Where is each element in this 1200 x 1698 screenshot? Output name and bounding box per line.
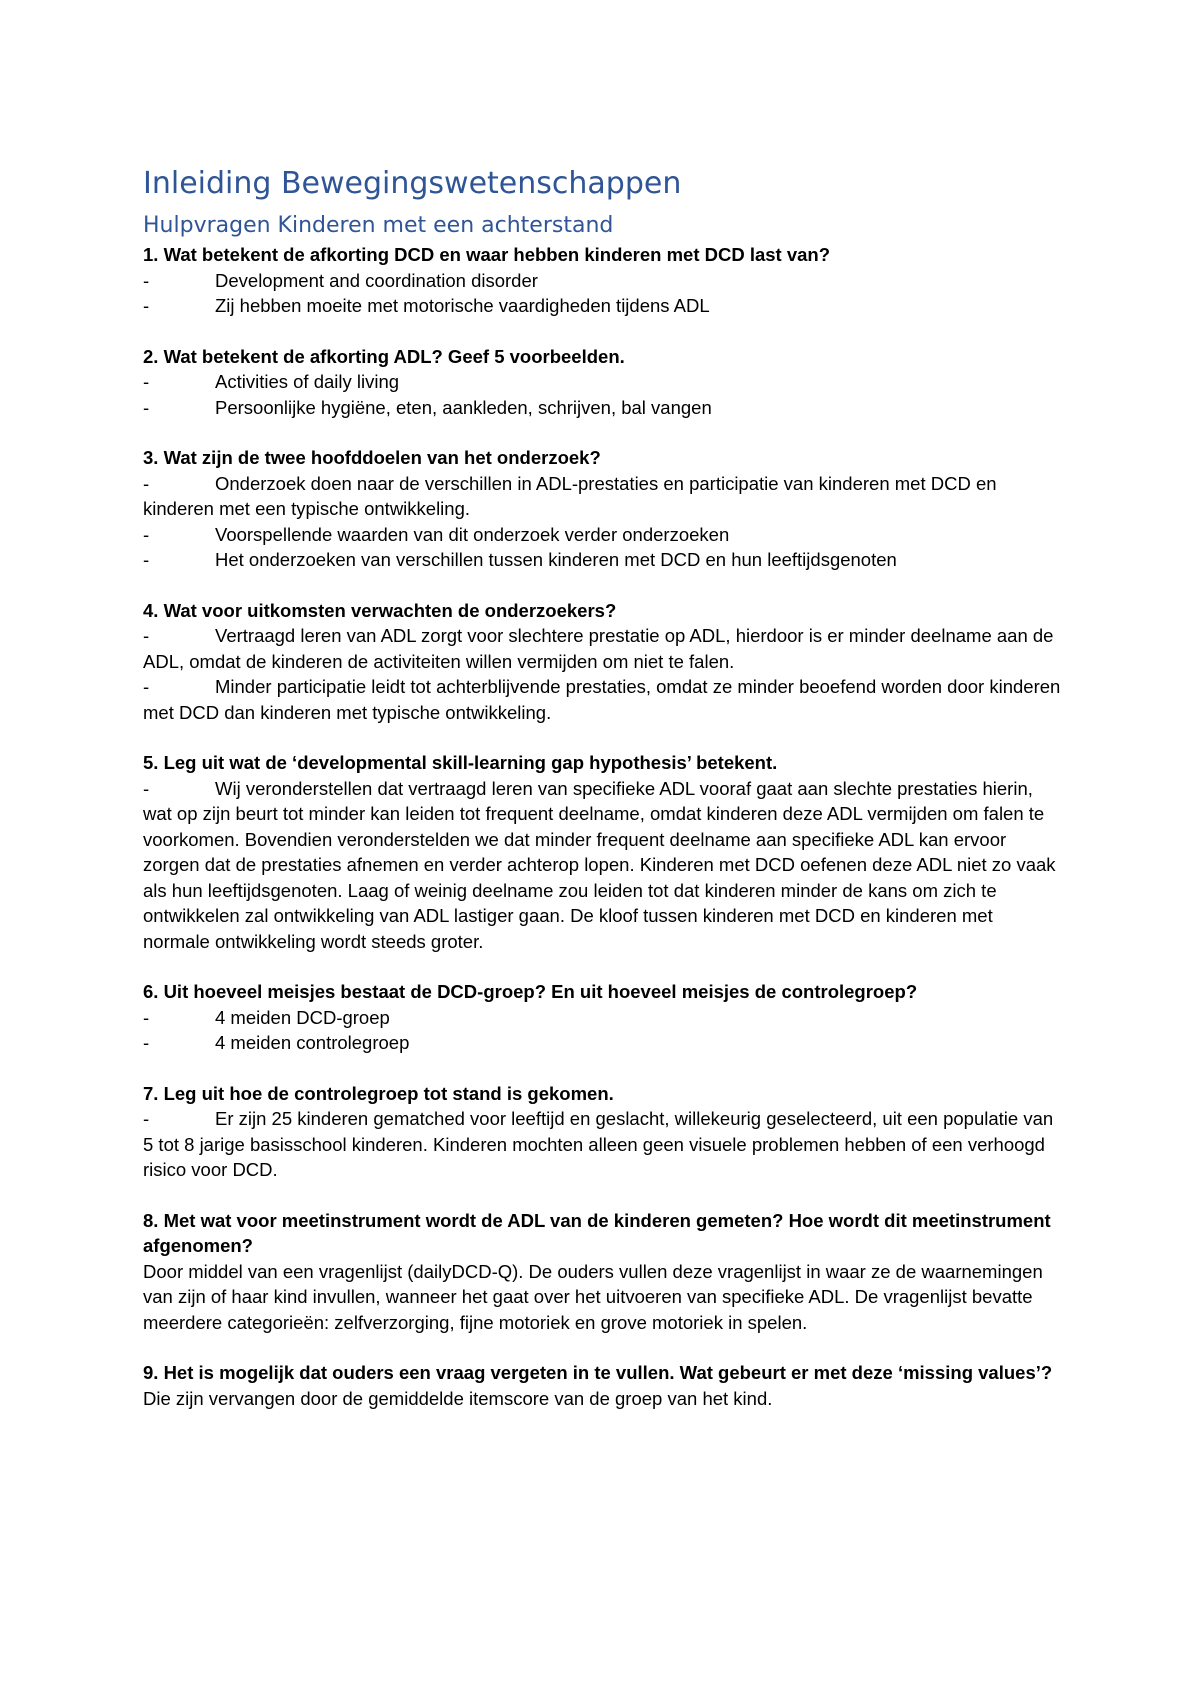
answer-paragraph	[143, 1106, 1063, 1183]
bullet-dash: -	[143, 1006, 150, 1028]
question-8: 8. Met wat voor meetinstrument wordt de ADL van de kinderen gemeten? Hoe wordt dit meetinstrument afgenomen?	[143, 1209, 1051, 1256]
answer-text: Die zijn vervangen door de gemiddelde itemscore van de groep van het kind.	[143, 1387, 773, 1409]
question-7: 7. Leg uit hoe de controlegroep tot stand is gekomen.	[143, 1082, 614, 1104]
answer-paragraph	[143, 623, 1063, 674]
list-item-text: 4 meiden controlegroep	[215, 1032, 410, 1053]
list-item	[143, 1005, 1063, 1031]
bullet-dash: -	[143, 676, 150, 697]
list-item-text: Activities of daily living	[215, 371, 400, 392]
bullet-dash: -	[143, 472, 150, 494]
bullet-dash: -	[143, 371, 150, 392]
question-5: 5. Leg uit wat de ‘developmental skill-learning gap hypothesis’ betekent.	[143, 752, 778, 773]
question-2: 2. Wat betekent de afkorting ADL? Geef 5 voorbeelden.	[143, 345, 625, 367]
list-item-text: Zij hebben moeite met motorische vaardigheden tijdens ADL	[215, 295, 710, 316]
question-3: 3. Wat zijn de twee hoofddoelen van het onderzoek?	[143, 447, 601, 468]
list-item	[143, 522, 1063, 548]
question-9: 9. Het is mogelijk dat ouders een vraag vergeten in te vullen. Wat gebeurt er met deze ‘missing values’?	[143, 1362, 1053, 1383]
list-item	[143, 395, 1063, 421]
bullet-dash: -	[143, 269, 150, 291]
bullet-dash: -	[143, 523, 150, 545]
bullet-dash: -	[143, 625, 150, 646]
question-8-section	[143, 1208, 1063, 1336]
answer-text: Door middel van een vragenlijst (dailyDCD-Q). De ouders vullen deze vragenlijst in waar ze de waarnemingen van zijn of haar kind invullen, wanneer het gaat over het uitvoeren van specifieke ADL. De vragenlijst bevatte meerdere categorieën: zelfverzorging, fijne motoriek en grove motoriek in spelen.	[143, 1260, 1043, 1333]
answer-text: Minder participatie leidt tot achterblijvende prestaties, omdat ze minder beoefend worden door kinderen met DCD dan kinderen met typische ontwikkeling.	[143, 676, 1061, 723]
list-item	[143, 547, 1063, 573]
answer-paragraph	[143, 471, 1063, 522]
list-item	[143, 369, 1063, 395]
bullet-dash: -	[143, 295, 150, 316]
list-item-text: Voorspellende waarden van dit onderzoek verder onderzoeken	[215, 523, 730, 545]
question-1: 1. Wat betekent de afkorting DCD en waar hebben kinderen met DCD last van?	[143, 244, 831, 265]
document-subtitle: Hulpvragen Kinderen met een achterstand	[143, 213, 614, 238]
bullet-dash: -	[143, 549, 150, 570]
list-item	[143, 1030, 1063, 1056]
question-3-section	[143, 445, 1063, 573]
list-item-text: Persoonlijke hygiëne, eten, aankleden, schrijven, bal vangen	[215, 396, 712, 418]
list-item-text: 4 meiden DCD-groep	[215, 1006, 390, 1028]
list-item-text: Het onderzoeken van verschillen tussen kinderen met DCD en hun leeftijdsgenoten	[215, 549, 897, 570]
bullet-dash: -	[143, 777, 150, 799]
question-6: 6. Uit hoeveel meisjes bestaat de DCD-groep? En uit hoeveel meisjes de controlegroep?	[143, 981, 918, 1002]
bullet-dash: -	[143, 1108, 150, 1129]
question-7-section	[143, 1081, 1063, 1183]
bullet-dash: -	[143, 396, 150, 418]
list-item-text: Development and coordination disorder	[215, 269, 538, 291]
answer-paragraph	[143, 674, 1063, 725]
question-5-section	[143, 750, 1063, 954]
question-6-section	[143, 979, 1063, 1056]
bullet-dash: -	[143, 1032, 150, 1053]
answer-paragraph	[143, 776, 1063, 955]
question-9-section	[143, 1360, 1063, 1411]
list-item	[143, 268, 1063, 294]
answer-text: Wij veronderstellen dat vertraagd leren van specifieke ADL vooraf gaat aan slechte prestaties hierin, wat op zijn beurt tot minder kan leiden tot frequent deelname, omdat kinderen deze ADL vermijden om falen te voorkomen. Bovendien veronderstelden we dat minder frequent deelname aan specifieke ADL kan ervoor zorgen dat de prestaties afnemen en verder achterop lopen. Kinderen met DCD oefenen deze ADL niet zo vaak als hun leeftijdsgenoten. Laag of weinig deelname zou leiden tot dat kinderen minder de kans om zich te ontwikkelen zal ontwikkeling van ADL lastiger gaan. De kloof tussen kinderen met DCD en kinderen met normale ontwikkeling wordt steeds groter.	[143, 777, 1056, 952]
document-title: Inleiding Bewegingswetenschappen	[143, 166, 682, 201]
answer-text: Onderzoek doen naar de verschillen in ADL-prestaties en participatie van kinderen met DCD en kinderen met een typische ontwikkeling.	[143, 472, 997, 519]
answer-text: Vertraagd leren van ADL zorgt voor slechtere prestatie op ADL, hierdoor is er minder deelname aan de ADL, omdat de kinderen de activiteiten willen vermijden om niet te falen.	[143, 625, 1054, 672]
question-4-section	[143, 598, 1063, 726]
question-1-section	[143, 242, 1063, 319]
question-4: 4. Wat voor uitkomsten verwachten de onderzoekers?	[143, 599, 617, 621]
answer-text: Er zijn 25 kinderen gematched voor leeftijd en geslacht, willekeurig geselecteerd, uit een populatie van 5 tot 8 jarige basisschool kinderen. Kinderen mochten alleen geen visuele problemen hebben of een verhoogd risico voor DCD.	[143, 1108, 1054, 1180]
document-page	[143, 164, 1063, 1436]
question-2-section	[143, 344, 1063, 421]
list-item	[143, 293, 1063, 319]
